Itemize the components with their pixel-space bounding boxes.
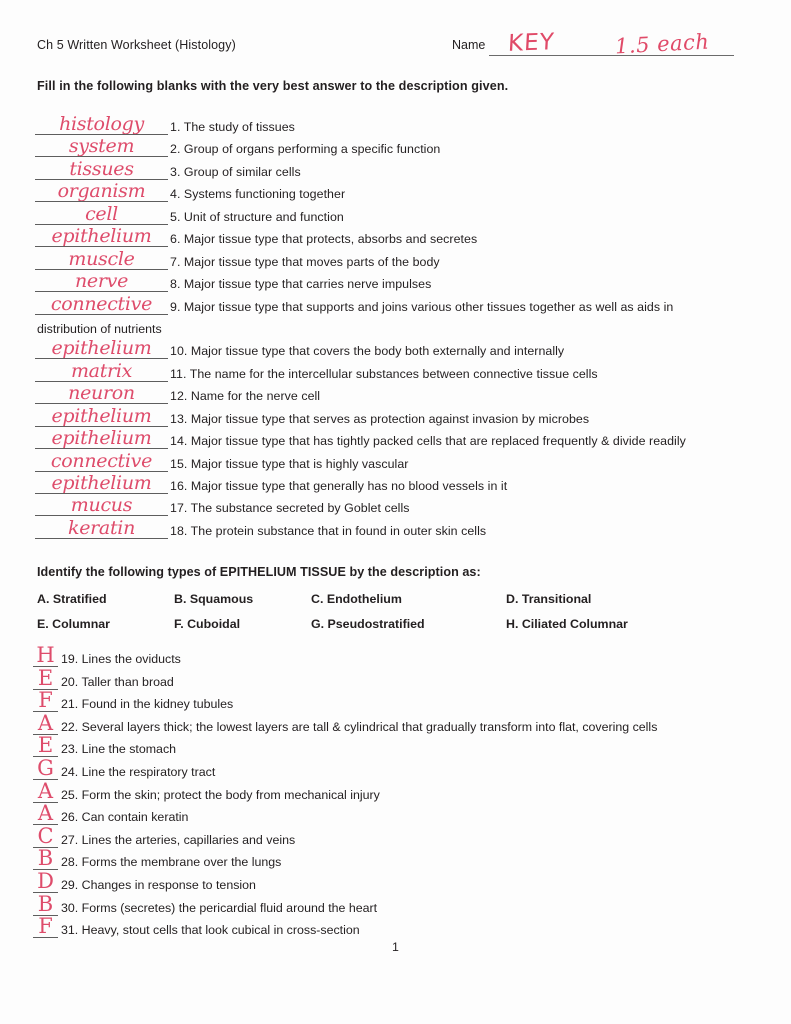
matching-choice-option: A. Stratified: [37, 592, 107, 606]
question-text: 4. Systems functioning together: [170, 187, 346, 202]
page-number: 1: [392, 940, 399, 954]
handwritten-letter-answer: F: [38, 688, 53, 713]
question-text: 8. Major tissue type that carries nerve impulses: [170, 277, 432, 292]
handwritten-letter-answer: D: [37, 868, 54, 893]
matching-choice-option: C. Endothelium: [311, 592, 402, 606]
matching-choice-option: B. Squamous: [174, 592, 254, 606]
name-label: Name: [452, 38, 486, 52]
answer-blank-line[interactable]: [35, 291, 168, 292]
handwritten-answer: epithelium: [51, 337, 152, 360]
matching-choice-row: [0, 617, 791, 642]
question-text: 6. Major tissue type that protects, absorbs and secretes: [170, 232, 478, 247]
question-text: 28. Forms the membrane over the lungs: [61, 855, 282, 870]
matching-row: [0, 801, 791, 831]
answer-blank-line[interactable]: [35, 314, 168, 315]
worksheet-header: [0, 29, 791, 62]
handwritten-points-note: 1.5 each: [614, 29, 710, 59]
page-title: Ch 5 Written Worksheet (Histology): [37, 38, 236, 52]
question-text-continuation: distribution of nutrients: [37, 321, 162, 336]
matching-choice-option: D. Transitional: [506, 592, 592, 606]
question-text: 29. Changes in response to tension: [61, 877, 256, 892]
handwritten-answer: epithelium: [51, 225, 152, 248]
question-text: 26. Can contain keratin: [61, 810, 189, 825]
question-text: 22. Several layers thick; the lowest layers are tall & cylindrical that gradually transform into flat, covering cells: [61, 719, 658, 734]
handwritten-answer: tissues: [69, 157, 134, 180]
question-text: 2. Group of organs performing a specific function: [170, 142, 441, 157]
question-text: 21. Found in the kidney tubules: [61, 697, 234, 712]
handwritten-letter-answer: A: [37, 778, 54, 803]
fill-in-instruction: Fill in the following blanks with the very best answer to the description given.: [37, 79, 509, 93]
handwritten-answer: nerve: [74, 270, 129, 293]
question-text: 30. Forms (secretes) the pericardial fluid around the heart: [61, 900, 378, 915]
handwritten-answer: histology: [59, 113, 144, 135]
matching-row: [0, 733, 791, 763]
handwritten-answer: mucus: [70, 494, 133, 517]
matching-row: [0, 846, 791, 876]
matching-row: [0, 665, 791, 696]
question-text: 3. Group of similar cells: [170, 164, 301, 179]
matching-row: [0, 778, 791, 809]
matching-row: [0, 891, 791, 922]
matching-questions-list: [0, 643, 791, 944]
handwritten-answer: cell: [85, 202, 118, 225]
matching-section-heading: Identify the following types of EPITHELIUM TISSUE by the description as:: [37, 565, 481, 579]
matching-row: [0, 688, 791, 718]
question-text: 10. Major tissue type that covers the body both externally and internally: [170, 344, 565, 359]
handwritten-letter-answer: B: [37, 846, 54, 871]
handwritten-letter-answer: B: [37, 891, 54, 916]
handwritten-answer: epithelium: [51, 427, 152, 450]
question-text: 31. Heavy, stout cells that look cubical in cross-section: [61, 923, 360, 938]
handwritten-answer: epithelium: [51, 472, 152, 495]
question-text: 27. Lines the arteries, capillaries and veins: [61, 832, 296, 847]
fill-in-row: [0, 292, 791, 343]
handwritten-name-value: KEY: [507, 29, 556, 57]
handwritten-answer: connective: [50, 449, 153, 472]
answer-blank-line[interactable]: [35, 448, 168, 449]
fill-in-questions-list: [0, 113, 791, 544]
question-text: 24. Line the respiratory tract: [61, 764, 216, 779]
matching-choice-option: G. Pseudostratified: [311, 617, 425, 631]
question-text: 15. Major tissue type that is highly vascular: [170, 456, 409, 471]
matching-choices-grid: [0, 592, 791, 642]
handwritten-letter-answer: H: [36, 643, 55, 667]
matching-choice-row: [0, 592, 791, 617]
matching-choice-option: F. Cuboidal: [174, 617, 241, 631]
question-text: 13. Major tissue type that serves as protection against invasion by microbes: [170, 411, 590, 426]
fill-in-row: [0, 516, 791, 544]
question-text: 7. Major tissue type that moves parts of the body: [170, 254, 440, 269]
matching-row: [0, 755, 791, 786]
handwritten-letter-answer: G: [37, 755, 54, 780]
question-text: 9. Major tissue type that supports and joins various other tissues together as well as aids in: [170, 299, 674, 314]
handwritten-letter-answer: A: [37, 801, 54, 826]
handwritten-answer: muscle: [68, 247, 135, 270]
handwritten-answer: epithelium: [51, 404, 152, 427]
handwritten-answer: organism: [57, 180, 146, 203]
handwritten-answer: matrix: [70, 359, 133, 382]
handwritten-answer: keratin: [67, 516, 136, 539]
question-text: 5. Unit of structure and function: [170, 209, 344, 224]
question-text: 25. Form the skin; protect the body from mechanical injury: [61, 787, 380, 802]
question-text: 18. The protein substance that in found in outer skin cells: [170, 523, 487, 538]
handwritten-letter-answer: E: [37, 733, 54, 758]
matching-row: [0, 710, 791, 741]
matching-choice-option: H. Ciliated Columnar: [506, 617, 628, 631]
answer-blank-line[interactable]: [35, 538, 168, 539]
handwritten-answer: connective: [50, 292, 153, 315]
answer-blank-line[interactable]: [33, 937, 58, 938]
question-text: 19. Lines the oviducts: [61, 652, 181, 666]
question-text: 14. Major tissue type that has tightly packed cells that are replaced frequently & divide readily: [170, 434, 686, 449]
question-text: 20. Taller than broad: [61, 674, 174, 689]
handwritten-letter-answer: C: [37, 823, 54, 848]
question-text: 23. Line the stomach: [61, 742, 177, 757]
matching-choice-option: E. Columnar: [37, 617, 110, 631]
handwritten-answer: system: [68, 135, 135, 158]
handwritten-letter-answer: A: [37, 710, 54, 735]
handwritten-letter-answer: E: [37, 665, 54, 690]
handwritten-letter-answer: F: [38, 914, 53, 939]
question-text: 11. The name for the intercellular substances between connective tissue cells: [170, 366, 598, 381]
matching-row: [0, 643, 791, 673]
question-text: 17. The substance secreted by Goblet cells: [170, 501, 410, 516]
handwritten-answer: neuron: [68, 382, 135, 405]
question-text: 16. Major tissue type that generally has no blood vessels in it: [170, 479, 508, 494]
question-text: 12. Name for the nerve cell: [170, 389, 321, 404]
matching-row: [0, 868, 791, 899]
matching-row: [0, 823, 791, 854]
question-text: 1. The study of tissues: [170, 120, 295, 134]
